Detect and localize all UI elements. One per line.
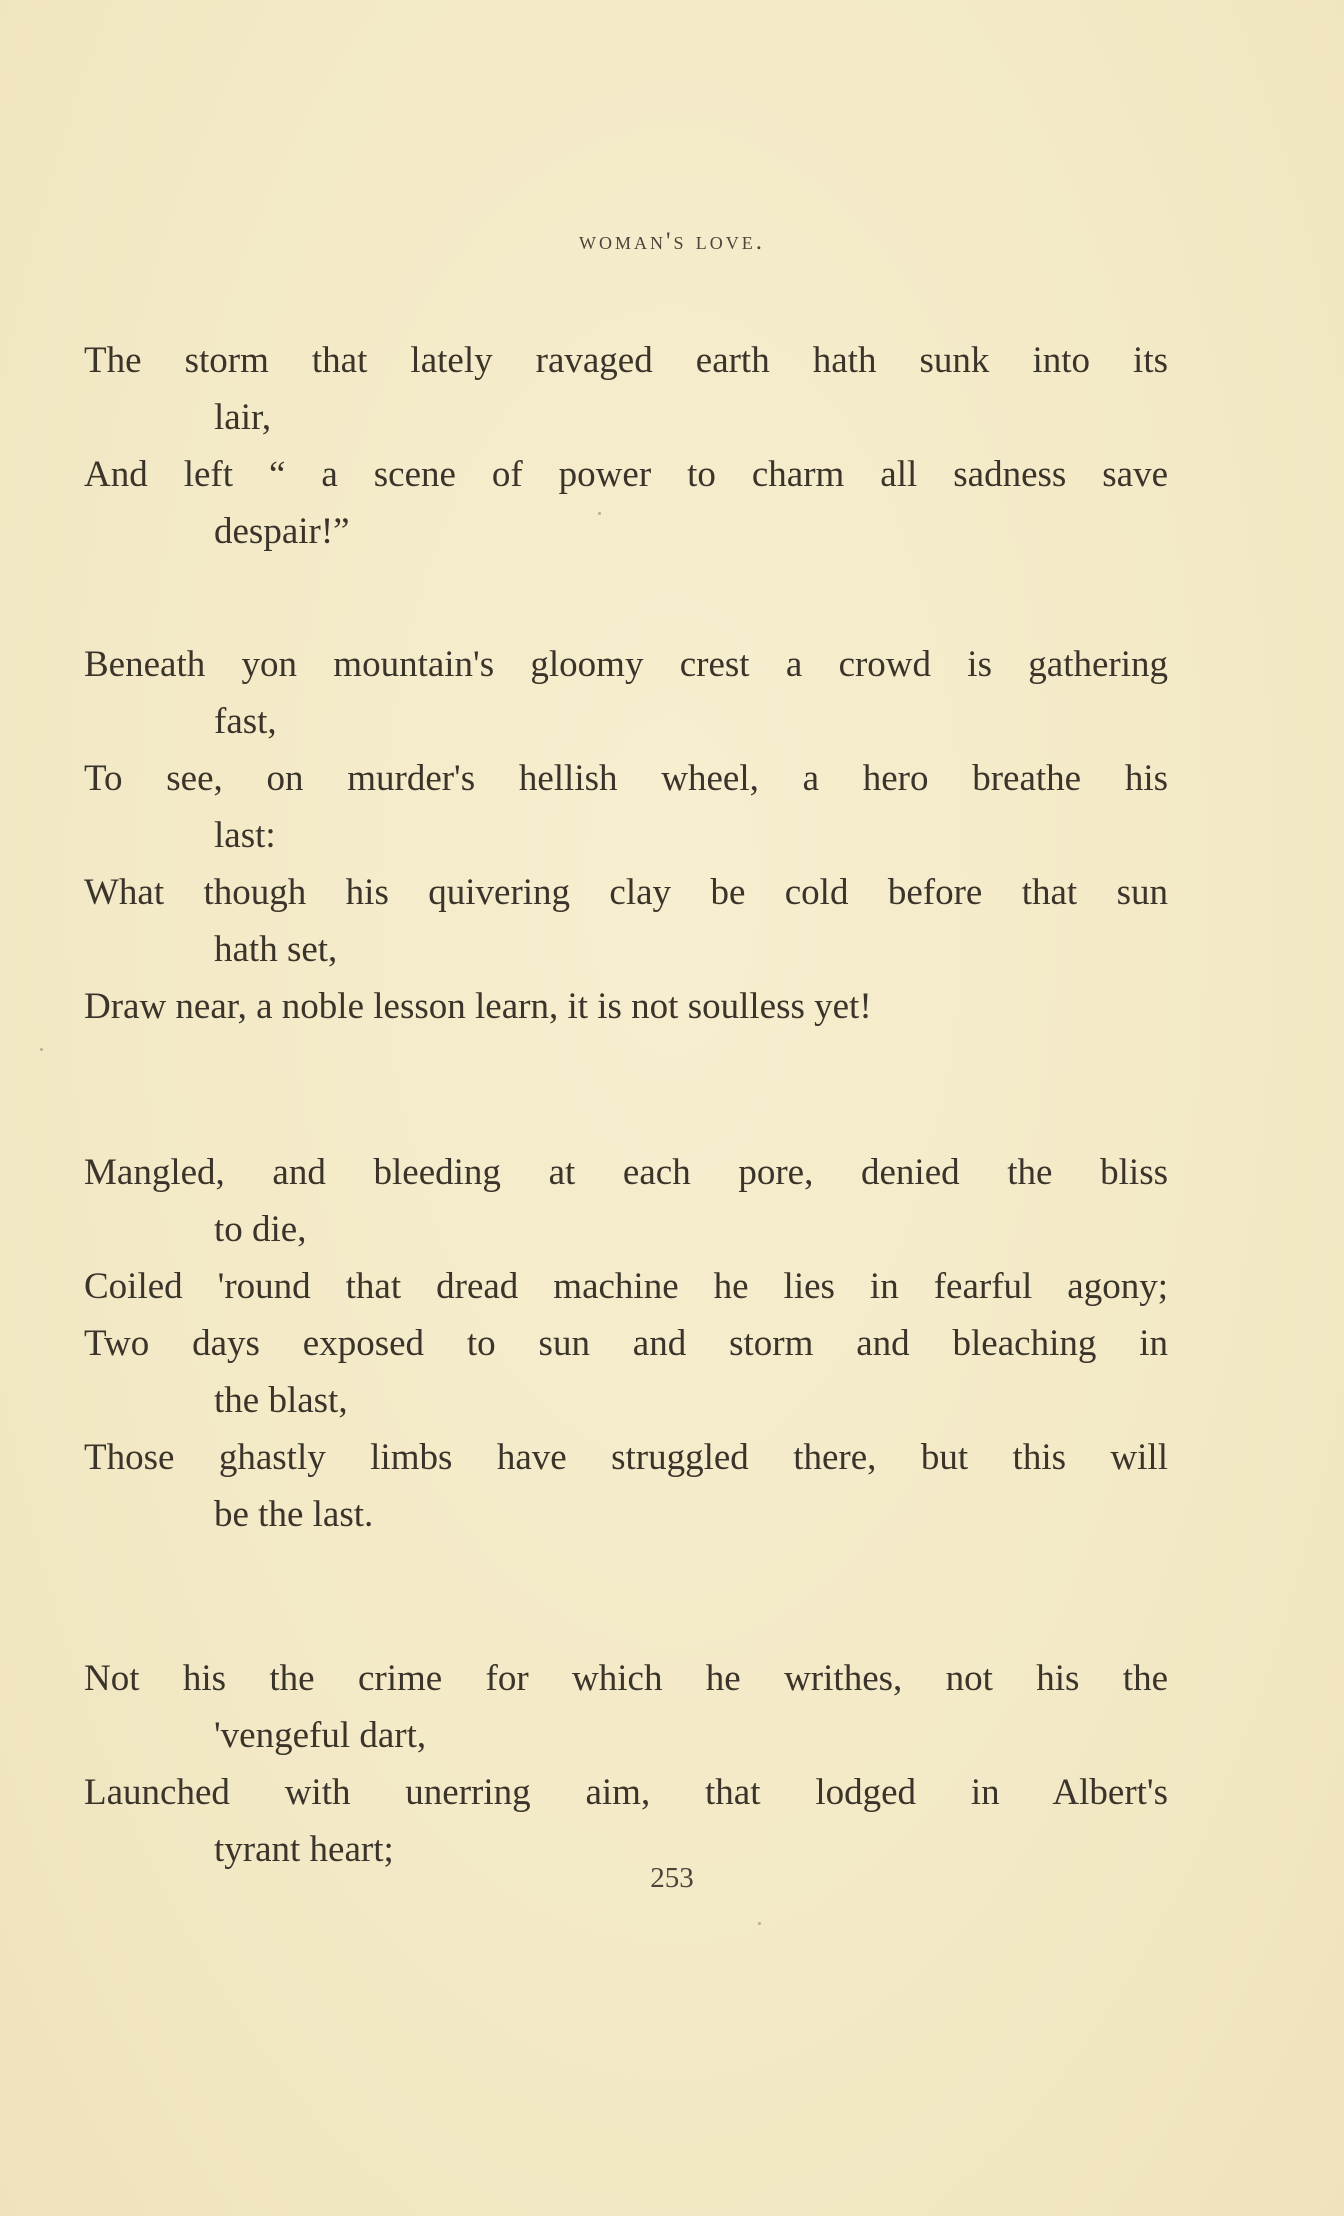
- verse-line-text: And left “ a scene of power to charm all sadness save: [84, 454, 1168, 495]
- verse-line-turnover: lair,: [214, 397, 272, 438]
- verse-line: [84, 1315, 1168, 1429]
- verse-line: [84, 446, 1168, 560]
- verse-line-turnover: last:: [214, 815, 276, 856]
- verse-line-turnover: be the last.: [214, 1494, 374, 1535]
- verse-line-text: The storm that lately ravaged earth hath sunk into its: [84, 340, 1168, 381]
- paper-speck: [758, 1922, 761, 1925]
- verse-line: [84, 1764, 1168, 1878]
- verse-line-turnover: to die,: [214, 1209, 307, 1250]
- verse-line-turnover: despair!”: [214, 511, 350, 552]
- verse-line-text: Coiled 'round that dread machine he lies in fearful agony;: [84, 1266, 1168, 1307]
- verse-line: [84, 332, 1168, 446]
- verse-line-turnover: hath set,: [214, 929, 338, 970]
- stanza-1: [84, 332, 1168, 560]
- verse-line-text: To see, on murder's hellish wheel, a hero breathe his: [84, 758, 1168, 799]
- verse-line-turnover: 'vengeful dart,: [214, 1715, 427, 1756]
- verse-line: [84, 1144, 1168, 1258]
- stanza-4: [84, 1650, 1168, 1878]
- stanza-3: [84, 1144, 1168, 1543]
- verse-line: [84, 1258, 1168, 1315]
- running-head: woman's love.: [579, 228, 765, 255]
- verse-line: [84, 636, 1168, 750]
- verse-line-turnover: the blast,: [214, 1380, 348, 1421]
- verse-line-text: Not his the crime for which he writhes, not his the: [84, 1658, 1168, 1699]
- verse-line: [84, 1429, 1168, 1543]
- stanza-2: [84, 636, 1168, 1035]
- verse-line-text: Beneath yon mountain's gloomy crest a crowd is gathering: [84, 644, 1168, 685]
- verse-line-text: Two days exposed to sun and storm and bleaching in: [84, 1323, 1168, 1364]
- verse-line-text: What though his quivering clay be cold before that sun: [84, 872, 1168, 913]
- verse-line-turnover: fast,: [214, 701, 277, 742]
- verse-line: [84, 978, 1168, 1035]
- paper-speck: [40, 1048, 43, 1051]
- verse-line-text: Those ghastly limbs have struggled there, but this will: [84, 1437, 1168, 1478]
- verse-line-text: Launched with unerring aim, that lodged in Albert's: [84, 1772, 1168, 1813]
- page-number: 253: [650, 1862, 694, 1894]
- verse-line-text: Draw near, a noble lesson learn, it is not soulless yet!: [84, 986, 872, 1027]
- verse-line-text: Mangled, and bleeding at each pore, denied the bliss: [84, 1152, 1168, 1193]
- verse-line-turnover: tyrant heart;: [214, 1829, 394, 1870]
- verse-line: [84, 1650, 1168, 1764]
- verse-line: [84, 750, 1168, 864]
- verse-line: [84, 864, 1168, 978]
- paper-speck: [598, 512, 601, 515]
